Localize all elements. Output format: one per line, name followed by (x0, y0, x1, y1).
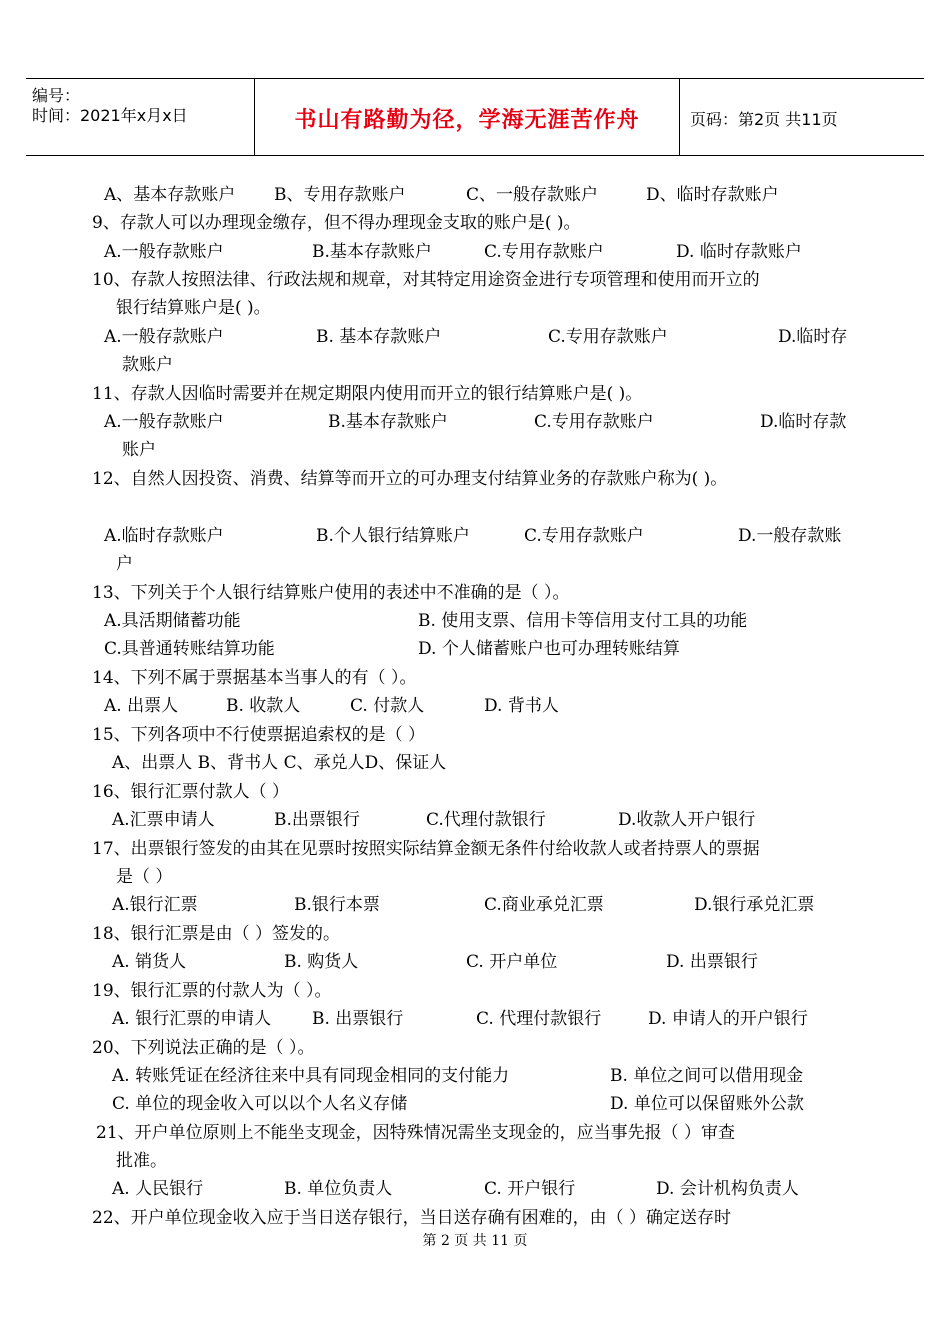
text-line: 18、银行汇票是由（ ）签发的。 (92, 924, 341, 944)
text-line: B. 基本存款账户 (316, 327, 442, 347)
text-line: 是（ ） (116, 867, 173, 887)
text-line: D. 出票银行 (666, 952, 758, 972)
text-line: B.基本存款账户 (328, 412, 448, 432)
header-page-info: 页码：第2页 共11页 (690, 110, 838, 129)
text-line: 16、银行汇票付款人（ ） (92, 782, 290, 802)
text-line: D. 背书人 (484, 696, 559, 716)
text-line: A. 银行汇票的申请人 (112, 1009, 272, 1029)
text-line: A.一般存款账户 (104, 242, 224, 262)
text-line: A.临时存款账户 (104, 526, 224, 546)
text-line: D.收款人开户银行 (618, 810, 756, 830)
text-line: C.具普通转账结算功能 (104, 639, 275, 659)
text-line: C、一般存款账户 (466, 185, 599, 205)
text-line: 19、银行汇票的付款人为（ ）。 (92, 981, 332, 1001)
text-line: B. 出票银行 (312, 1009, 404, 1029)
text-line: A. 转账凭证在经济往来中具有同现金相同的支付能力 (112, 1066, 510, 1086)
text-line: A. 出票人 (104, 696, 179, 716)
text-line: 15、下列各项中不行使票据追索权的是（ ） (92, 725, 426, 745)
text-line: D、临时存款账户 (646, 185, 779, 205)
text-line: A. 销货人 (112, 952, 187, 972)
text-line: A.一般存款账户 (104, 412, 224, 432)
text-line: A、基本存款账户 (104, 185, 236, 205)
text-line: D.临时存 (778, 327, 848, 347)
text-line: A. 人民银行 (112, 1179, 204, 1199)
text-line: A、出票人 B、背书人 C、承兑人D、保证人 (112, 753, 447, 773)
text-line: C. 付款人 (350, 696, 425, 716)
text-line: 21、开户单位原则上不能坐支现金，因特殊情况需坐支现金的，应当事先报（ ）审查 (96, 1123, 736, 1143)
text-line: C.专用存款账户 (524, 526, 644, 546)
text-line: 10、存款人按照法律、行政法规和规章，对其特定用途资金进行专项管理和使用而开立的 (92, 270, 760, 290)
footer-page-number: 第 2 页 共 11 页 (422, 1233, 528, 1249)
text-line: C.专用存款账户 (484, 242, 604, 262)
text-line: D. 会计机构负责人 (656, 1179, 799, 1199)
text-line: D.一般存款账 (738, 526, 842, 546)
text-line: 17、出票银行签发的由其在见票时按照实际结算金额无条件付给收款人或者持票人的票据 (92, 839, 760, 859)
text-line: 款账户 (122, 355, 173, 375)
text-line: A.汇票申请人 (112, 810, 215, 830)
text-line: A.一般存款账户 (104, 327, 224, 347)
text-line: 银行结算账户是( )。 (116, 298, 271, 318)
text-line: 户 (116, 554, 133, 574)
header-motto: 书山有路勤为径，学海无涯苦作舟 (294, 108, 640, 133)
text-line: A.具活期储蓄功能 (104, 611, 241, 631)
text-line: 14、下列不属于票据基本当事人的有（ ）。 (92, 668, 417, 688)
text-line: 12、自然人因投资、消费、结算等而开立的可办理支付结算业务的存款账户称为( )。 (92, 469, 728, 489)
text-line: 9、存款人可以办理现金缴存，但不得办理现金支取的账户是( )。 (92, 213, 581, 233)
text-line: C. 开户单位 (466, 952, 558, 972)
text-line: 13、下列关于个人银行结算账户使用的表述中不准确的是（ ）。 (92, 583, 570, 603)
text-line: B、专用存款账户 (274, 185, 406, 205)
text-line: C.商业承兑汇票 (484, 895, 604, 915)
text-line: D. 个人储蓄账户也可办理转账结算 (418, 639, 680, 659)
document-time-label: 时间：2021年x月x日 (32, 106, 188, 125)
text-line: 22、开户单位现金收入应于当日送存银行，当日送存确有困难的，由（ ）确定送存时 (92, 1208, 732, 1228)
text-line: A.银行汇票 (112, 895, 198, 915)
document-number-label: 编号： (32, 86, 81, 105)
text-line: D. 临时存款账户 (676, 242, 802, 262)
text-line: B.个人银行结算账户 (316, 526, 470, 546)
text-line: 批准。 (116, 1151, 167, 1171)
text-line: C. 代理付款银行 (476, 1009, 602, 1029)
text-line: C.专用存款账户 (548, 327, 668, 347)
text-line: 账户 (122, 440, 156, 460)
page-footer (0, 1230, 950, 1250)
text-line: B. 收款人 (226, 696, 301, 716)
text-line: D.银行承兑汇票 (694, 895, 815, 915)
text-line: B.银行本票 (294, 895, 380, 915)
text-line: B. 单位负责人 (284, 1179, 393, 1199)
text-line: 11、存款人因临时需要并在规定期限内使用而开立的银行结算账户是( )。 (92, 384, 643, 404)
text-line: B. 使用支票、信用卡等信用支付工具的功能 (418, 611, 748, 631)
text-line: D. 申请人的开户银行 (648, 1009, 808, 1029)
text-line: 20、下列说法正确的是（ ）。 (92, 1038, 315, 1058)
text-line: B. 单位之间可以借用现金 (610, 1066, 804, 1086)
text-line: C. 单位的现金收入可以以个人名义存储 (112, 1094, 408, 1114)
text-line: C.专用存款账户 (534, 412, 654, 432)
text-line: D.临时存款 (760, 412, 847, 432)
text-line: C. 开户银行 (484, 1179, 576, 1199)
text-line: D. 单位可以保留账外公款 (610, 1094, 804, 1114)
text-line: B.基本存款账户 (312, 242, 432, 262)
text-line: B. 购货人 (284, 952, 359, 972)
text-line: C.代理付款银行 (426, 810, 546, 830)
text-line: B.出票银行 (274, 810, 360, 830)
